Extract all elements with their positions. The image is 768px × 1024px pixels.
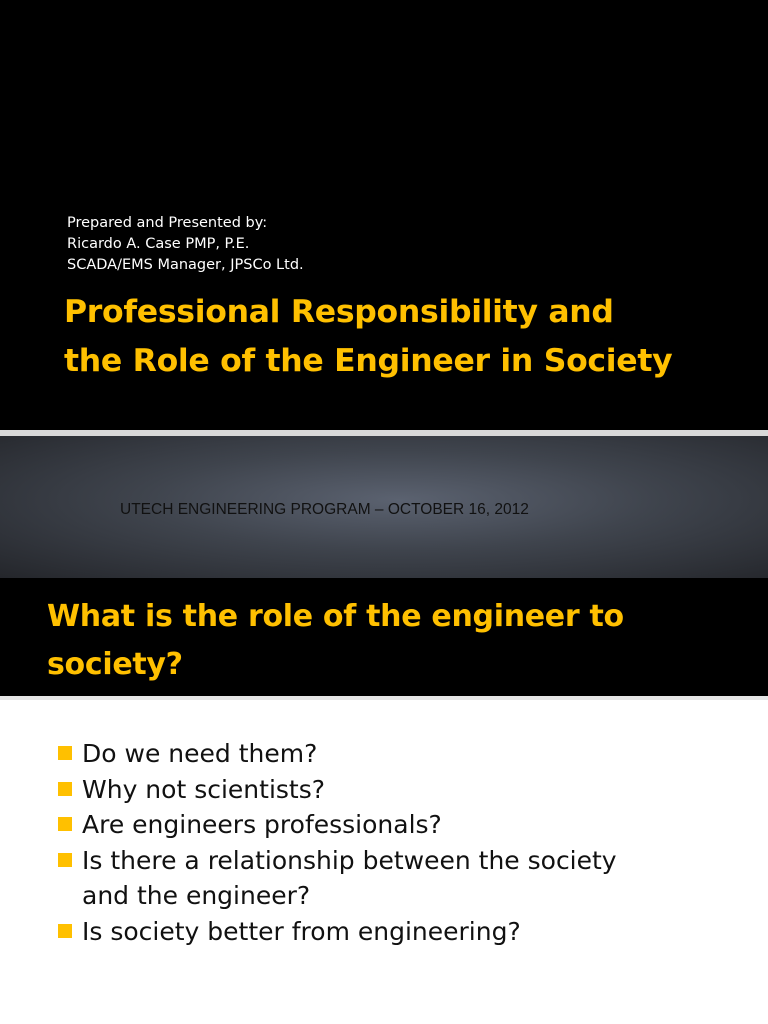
bullet-item bbox=[58, 807, 758, 843]
presenter-line: Ricardo A. Case PMP, P.E. bbox=[67, 236, 250, 252]
presenter-info bbox=[67, 213, 304, 276]
square-bullet-icon bbox=[58, 746, 72, 760]
slide-title-line: What is the role of the engineer to bbox=[47, 599, 624, 634]
slide-title bbox=[64, 288, 764, 386]
bullet-text: Are engineers professionals? bbox=[82, 810, 442, 839]
bullet-item bbox=[58, 914, 758, 950]
bullet-text: Do we need them? bbox=[82, 739, 318, 768]
bullet-item bbox=[58, 772, 758, 808]
presenter-line: SCADA/EMS Manager, JPSCo Ltd. bbox=[67, 257, 304, 273]
square-bullet-icon bbox=[58, 924, 72, 938]
presenter-line: Prepared and Presented by: bbox=[67, 215, 268, 231]
bullet-list bbox=[58, 736, 758, 949]
slide-title-line: the Role of the Engineer in Society bbox=[64, 343, 673, 379]
bullet-text: Why not scientists? bbox=[82, 774, 326, 804]
slide-title-line: society? bbox=[47, 647, 183, 682]
square-bullet-icon bbox=[58, 853, 72, 867]
bullet-item bbox=[58, 736, 758, 772]
bullet-text: Is society better from engineering? bbox=[82, 916, 521, 946]
event-banner-text: UTECH ENGINEERING PROGRAM – OCTOBER 16, 2012 bbox=[120, 501, 529, 518]
slide-divider bbox=[0, 696, 768, 700]
bullet-text: Is there a relationship between the society bbox=[82, 845, 617, 875]
bullet-item bbox=[58, 843, 758, 914]
slide-title-line: Professional Responsibility and bbox=[64, 294, 614, 330]
title-slide bbox=[0, 0, 768, 430]
slide-title bbox=[47, 593, 762, 689]
square-bullet-icon bbox=[58, 817, 72, 831]
bullet-text-continued: and the engineer? bbox=[82, 881, 311, 910]
square-bullet-icon bbox=[58, 782, 72, 796]
